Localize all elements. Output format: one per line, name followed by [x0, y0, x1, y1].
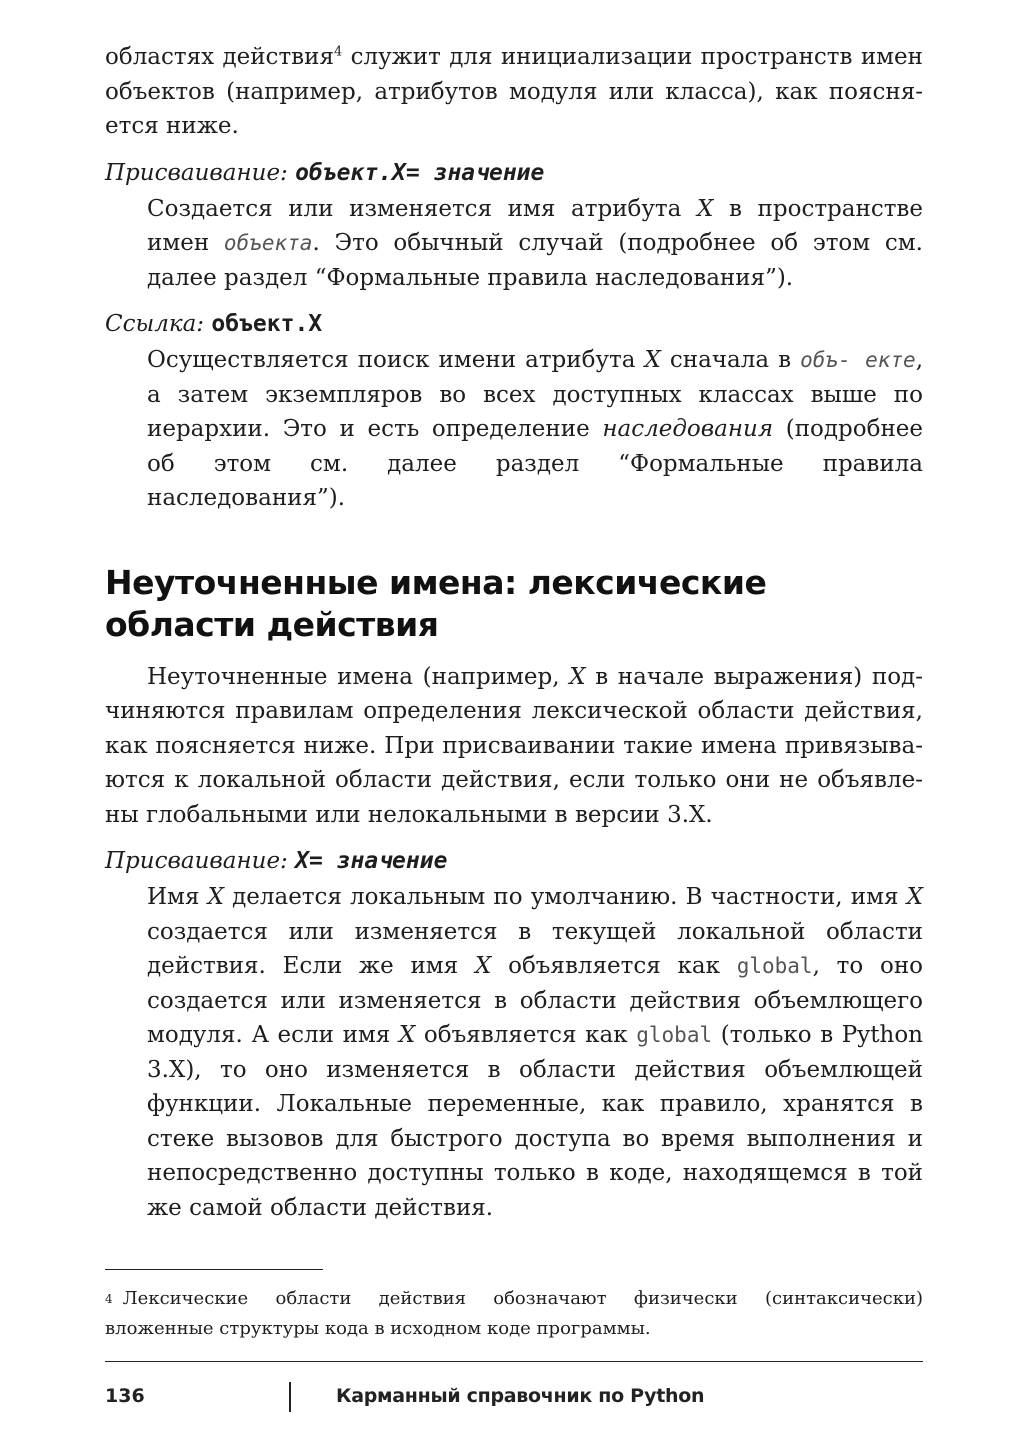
term-label: Присваивание:	[105, 848, 296, 874]
footer-separator	[289, 1382, 291, 1412]
var-x: X	[569, 663, 586, 690]
desc-text: сначала в	[660, 347, 801, 373]
footer-divider	[105, 1361, 923, 1362]
inheritance-term: наследования	[602, 416, 774, 442]
unqualified-names-paragraph	[105, 660, 923, 833]
desc-text: объявляется как	[415, 1022, 637, 1048]
desc-text: . Это обычный случай (подробнее об этом см. далее раздел “Формальные правила наследования”).	[147, 230, 923, 291]
term-label: Ссылка:	[105, 311, 212, 337]
term-reference-description	[147, 343, 923, 516]
object-code: объ- екте	[800, 348, 916, 372]
var-x: X	[398, 1022, 416, 1048]
footnote-ref: 4	[333, 44, 343, 60]
page-footer	[105, 1376, 923, 1416]
para-text: Неуточненные имена (например,	[147, 663, 570, 690]
var-x: X	[474, 953, 492, 979]
intro-text-start: областях действия	[105, 44, 334, 70]
term-code: объект.X	[211, 311, 323, 337]
term-assignment-attribute-description	[147, 192, 923, 296]
term-assignment-name-description	[147, 880, 923, 1225]
term-reference	[105, 307, 923, 341]
desc-text: создается или изменяется в текущей локальной области действия. Если же имя	[147, 918, 923, 979]
book-title: Карманный справочник по Python	[336, 1385, 705, 1407]
term-label: Присваивание:	[105, 159, 296, 186]
footnote-divider	[105, 1269, 323, 1270]
intro-text-end: служит для инициализации пространств имен объектов (например, атрибутов модуля или класса), как поясняется ниже.	[105, 44, 923, 139]
heading-line-1: Неуточненные имена: лексические	[105, 562, 767, 602]
var-x: X	[644, 347, 661, 373]
footnote-number: 4	[105, 1292, 113, 1306]
term-code: X= значение	[295, 848, 448, 874]
heading-line-2: области действия	[105, 604, 439, 644]
global-keyword: global	[736, 954, 813, 978]
var-x: X	[696, 195, 714, 222]
global-keyword: global	[636, 1023, 713, 1047]
section-heading	[105, 562, 923, 646]
footnote-text: Лексические области действия обозначают физически (синтаксически) вложенные структуры кода в исходном коде программы.	[105, 1288, 923, 1339]
desc-text: , а затем экземпляров во всех доступных классах выше по иерархии. Это и есть определение	[147, 347, 923, 442]
page-number: 136	[105, 1385, 145, 1407]
desc-text: Создается или изменяется имя атрибута	[147, 195, 697, 222]
var-x: X	[207, 884, 224, 910]
object-code: объекта	[223, 231, 313, 255]
page-body	[105, 40, 923, 1225]
footnote	[105, 1284, 923, 1344]
desc-text: , то оно создается или изменяется в области действия объемлющего модуля. А если имя	[147, 953, 924, 1048]
var-x: X	[906, 884, 923, 910]
desc-text: в пространстве имен	[147, 195, 923, 256]
desc-text: (только в Python 3.X), то оно изменяется в области действия объемлющей функции. Локальные переменные, как правило, хранятся в стеке вызовов для быстрого доступа во время выполнения и непосредственно доступны только в коде, находящемся в той же самой области действия.	[147, 1022, 923, 1221]
term-assignment-name	[105, 844, 923, 878]
desc-text: Имя	[147, 884, 208, 910]
desc-text: (подробнее об этом см. далее раздел “Формальные правила наследования”).	[147, 416, 923, 511]
term-assignment-attribute	[105, 156, 923, 190]
para-text: в начале выражения) подчиняются правилам определения лексической области действия, как поясняется ниже. При присваивании такие имена привязываются к локальной области действия, если только они не объявлены глобальными или нелокальными в версии 3.X.	[105, 663, 923, 828]
desc-text: Осуществляется поиск имени атрибута	[147, 347, 645, 373]
intro-paragraph	[105, 40, 923, 144]
desc-text: делается локальным по умолчанию. В частности, имя	[223, 884, 907, 910]
desc-text: объявляется как	[491, 953, 737, 979]
term-code: объект.X= значение	[295, 159, 545, 186]
